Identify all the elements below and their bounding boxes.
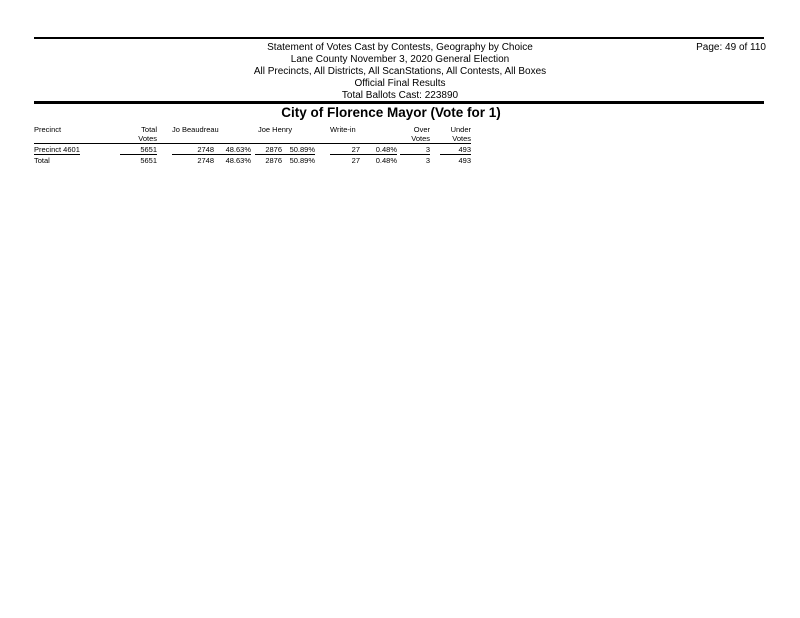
col-header-over-votes-line1: Over: [413, 125, 430, 134]
cell-candidate1-pct: 48.63%: [214, 145, 251, 155]
col-header-under-votes: [440, 125, 471, 143]
col-header-candidate-joe-henry: Joe Henry: [258, 125, 293, 134]
col-header-write-in: Write-in: [330, 125, 356, 134]
header-bottom-rule: [34, 101, 764, 104]
cell-total-votes: 5651: [140, 156, 157, 165]
table-header-rule: [34, 143, 471, 144]
col-header-under-votes-line1: Under: [450, 125, 471, 134]
report-scope: All Precincts, All Districts, All ScanStations, All Contests, All Boxes: [253, 66, 547, 77]
cell-writein-votes: 27: [351, 156, 360, 165]
col-header-under-votes-line2: Votes: [452, 134, 471, 143]
cell-candidate1-votes: 2748: [197, 156, 214, 165]
col-header-precinct: Precinct: [34, 125, 62, 134]
cell-under-votes: 493: [440, 145, 471, 155]
page-number: Page: 49 of 110: [696, 42, 766, 53]
col-header-candidate-jo-beaudreau: Jo Beaudreau: [172, 125, 219, 134]
col-header-over-votes-line2: Votes: [411, 134, 430, 143]
contest-title: City of Florence Mayor (Vote for 1): [281, 105, 501, 120]
election-name: Lane County November 3, 2020 General Election: [290, 54, 510, 65]
cell-candidate2-votes: 2876: [255, 145, 282, 155]
cell-candidate1-pct: 48.63%: [225, 156, 251, 165]
cell-over-votes: 3: [400, 145, 430, 155]
col-header-over-votes: [400, 125, 430, 143]
cell-candidate2-pct: 50.89%: [282, 145, 315, 155]
top-rule: [34, 37, 764, 39]
report-title: Statement of Votes Cast by Contests, Geography by Choice: [267, 42, 533, 53]
cell-precinct[interactable]: Precinct 4601: [34, 145, 80, 154]
cell-total-votes: 5651: [120, 145, 157, 155]
col-header-total-votes-line2: Votes: [138, 134, 157, 143]
total-ballots-cast: Total Ballots Cast: 223890: [341, 90, 459, 101]
cell-writein-pct: 0.48%: [375, 156, 397, 165]
col-header-total-votes: [120, 125, 157, 143]
cell-candidate1-votes: 2748: [172, 145, 214, 155]
cell-precinct: Total: [34, 156, 50, 165]
col-header-total-votes-line1: Total: [141, 125, 157, 134]
cell-under-votes: 493: [458, 156, 471, 165]
cell-writein-pct: 0.48%: [360, 145, 397, 155]
cell-over-votes: 3: [425, 156, 430, 165]
results-status: Official Final Results: [354, 78, 446, 89]
cell-writein-votes: 27: [330, 145, 360, 155]
cell-candidate2-votes: 2876: [265, 156, 282, 165]
cell-candidate2-pct: 50.89%: [289, 156, 315, 165]
